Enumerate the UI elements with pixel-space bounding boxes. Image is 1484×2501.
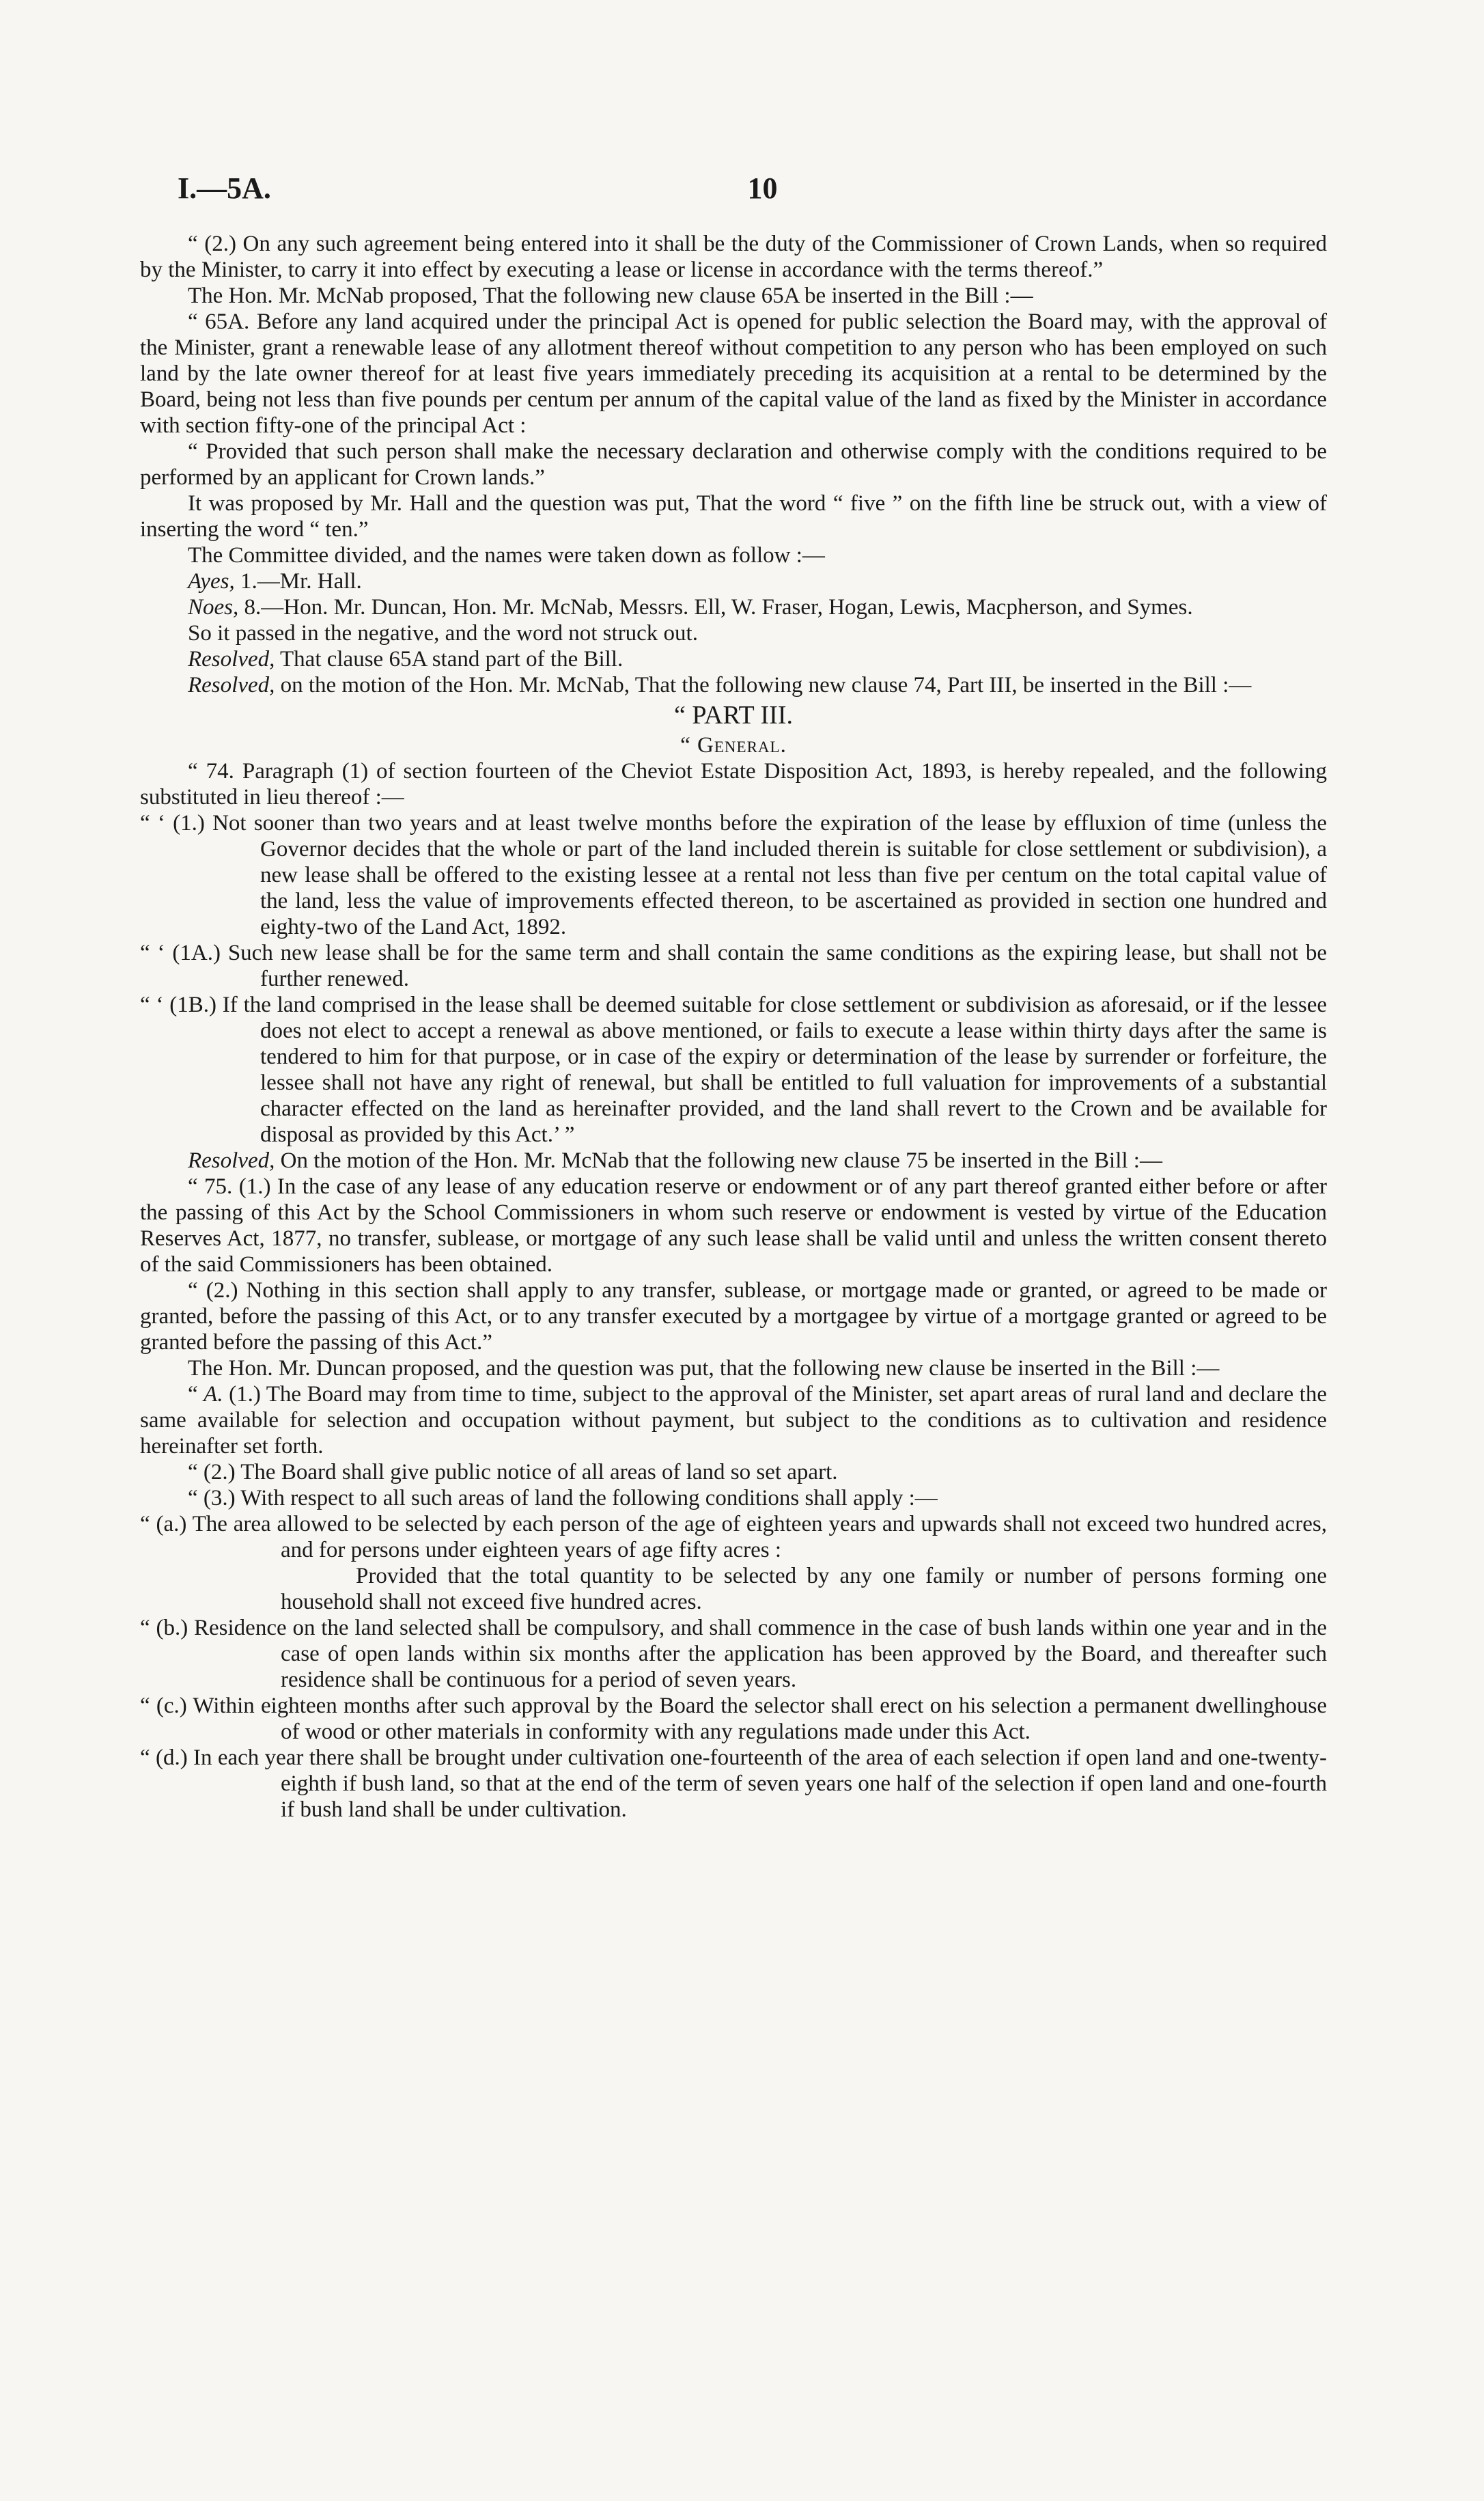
division-noes — [140, 594, 1327, 620]
paragraph-duncan-proposal: The Hon. Mr. Duncan proposed, and the question was put, that the following new clause be inserted in the Bill :— — [188, 1356, 1220, 1381]
page-header — [178, 171, 1347, 212]
document-reference: I.—5A. — [178, 171, 271, 205]
resolution-text: on the motion of the Hon. Mr. McNab, That the following new clause 74, Part III, be inserted in the Bill :— — [275, 673, 1252, 697]
paragraph-negative: So it passed in the negative, and the word not struck out. — [188, 621, 698, 646]
noes-names: 8.—Hon. Mr. Duncan, Hon. Mr. McNab, Messrs. Ell, W. Fraser, Hogan, Lewis, Macpherson, and Symes. — [238, 595, 1193, 620]
condition-d: “ (d.) In each year there shall be brought under cultivation one-fourteenth of the area of each selection if open land and one-twenty-eighth if bush land, so that at the end of the term of seven years one half of the selection if open land and one-fourth if bush land shall be under cultivation. — [140, 1745, 1327, 1822]
resolved-label: Resolved, — [188, 673, 275, 697]
clause-74-intro: “ 74. Paragraph (1) of section fourteen of the Cheviot Estate Disposition Act, 1893, is hereby repealed, and the following substituted in lieu thereof :— — [140, 759, 1327, 810]
condition-a: “ (a.) The area allowed to be selected by each person of the age of eighteen years and upwards shall not exceed two hundred acres, and for persons under eighteen years of age fifty acres : — [140, 1512, 1327, 1562]
paragraph-committee-divided: The Committee divided, and the names were taken down as follow :— — [188, 543, 825, 568]
clause-a-letter: A. — [204, 1382, 223, 1407]
paragraph-hall-amendment: It was proposed by Mr. Hall and the question was put, That the word “ five ” on the fifth line be struck out, with a view of inserting the word “ ten.” — [140, 491, 1327, 542]
resolved-label: Resolved, — [188, 1148, 275, 1173]
clause-a-text: (1.) The Board may from time to time, subject to the approval of the Minister, set apart areas of rural land and declare the same available for selection and occupation without payment, but subject to the conditions as to cultivation and residence hereinafter set forth. — [140, 1382, 1327, 1459]
clause-74-sub-1a: “ ‘ (1A.) Such new lease shall be for the same term and shall contain the same conditions as the expiring lease, but shall not be further renewed. — [140, 941, 1327, 991]
ayes-label: Ayes, — [188, 569, 235, 594]
resolution-65a — [140, 646, 1327, 672]
clause-a-prefix: “ — [188, 1382, 204, 1407]
page-number: 10 — [747, 171, 778, 205]
condition-c: “ (c.) Within eighteen months after such approval by the Board the selector shall erect on his selection a permanent dwellinghouse of wood or other materials in conformity with any regulations made under this Act. — [140, 1694, 1327, 1744]
clause-65a: “ 65A. Before any land acquired under the principal Act is opened for public selection the Board may, with the approval of the Minister, grant a renewable lease of any allotment thereof without competition to any person who has been employed on such land by the late owner thereof for at least five years immediately preceding its acquisition at a rental to be determined by the Board, being not less than five pounds per centum per annum of the capital value of the land as fixed by the Minister in accordance with section fifty-one of the principal Act : — [140, 309, 1327, 438]
division-ayes — [140, 568, 1327, 594]
document-body — [140, 231, 1327, 1823]
clause-a-sub-3: “ (3.) With respect to all such areas of land the following conditions shall apply :— — [188, 1486, 938, 1510]
clause-65a-proviso: “ Provided that such person shall make the necessary declaration and otherwise comply with the conditions required to be performed by an applicant for Crown lands.” — [140, 439, 1327, 490]
paragraph-mcnab-proposal: The Hon. Mr. McNab proposed, That the following new clause 65A be inserted in the Bill :— — [188, 284, 1033, 308]
general-heading: “ General. — [680, 733, 787, 758]
condition-b: “ (b.) Residence on the land selected shall be compulsory, and shall commence in the case of bush lands within one year and in the case of open lands within six months after the application has been approved by the Board, and thereafter such residence shall be continuous for a period of seven years. — [140, 1616, 1327, 1692]
ayes-names: 1.—Mr. Hall. — [234, 569, 362, 594]
clause-74-sub-1: “ ‘ (1.) Not sooner than two years and at least twelve months before the expiration of the lease by effluxion of time (unless the Governor decides that the whole or part of the land included therein is suitable for close settlement or subdivision), a new lease shall be offered to the existing lessee at a rental not less than five per centum on the total capital value of the land, less the value of improvements effected thereon, to be ascertained as provided in section one hundred and eighty-two of the Land Act, 1892. — [140, 811, 1327, 939]
resolution-text: That clause 65A stand part of the Bill. — [275, 647, 624, 672]
clause-74-sub-1b: “ ‘ (1B.) If the land comprised in the lease shall be deemed suitable for close settlement or subdivision as aforesaid, or if the lessee does not elect to accept a renewal as above mentioned, or fails to execute a lease within thirty days after the same is tendered to him for that purpose, or in case of the expiry or determination of the lease by surrender or forfeiture, the lessee shall not have any right of renewal, but shall be entitled to full valuation for improvements of a substantial character effected on the land as hereinafter provided, and the land shall revert to the Crown and be available for disposal as provided by this Act.’ ” — [140, 993, 1327, 1147]
noes-label: Noes, — [188, 595, 239, 620]
condition-a-proviso: Provided that the total quantity to be selected by any one family or number of persons forming one household shall not exceed five hundred acres. — [281, 1564, 1327, 1614]
paragraph-agreement: “ (2.) On any such agreement being entered into it shall be the duty of the Commissioner of Crown Lands, when so required by the Minister, to carry it into effect by executing a lease or license in accordance with the terms thereof.” — [140, 232, 1327, 282]
clause-75-sub-2: “ (2.) Nothing in this section shall apply to any transfer, sublease, or mortgage made or granted, or agreed to be made or granted, before the passing of this Act, or to any transfer executed by a mortgagee by virtue of a mortgage granted or agreed to be granted before the passing of this Act.” — [140, 1278, 1327, 1355]
resolution-clause-74 — [140, 672, 1327, 698]
clause-a-sub-1 — [140, 1381, 1327, 1459]
resolution-text: On the motion of the Hon. Mr. McNab that the following new clause 75 be inserted in the Bill :— — [275, 1148, 1162, 1173]
part-heading: “ PART III. — [673, 701, 793, 730]
resolved-label: Resolved, — [188, 647, 275, 672]
clause-75-sub-1: “ 75. (1.) In the case of any lease of any education reserve or endowment or of any part thereof granted either before or after the passing of this Act by the School Commissioners in whom such reserve or endowment is vested by virtue of the Education Reserves Act, 1877, no transfer, sublease, or mortgage of any such lease shall be valid until and unless the written consent thereto of the said Commissioners has been obtained. — [140, 1174, 1327, 1277]
resolution-clause-75 — [140, 1148, 1327, 1174]
clause-a-sub-2: “ (2.) The Board shall give public notice of all areas of land so set apart. — [188, 1460, 838, 1484]
